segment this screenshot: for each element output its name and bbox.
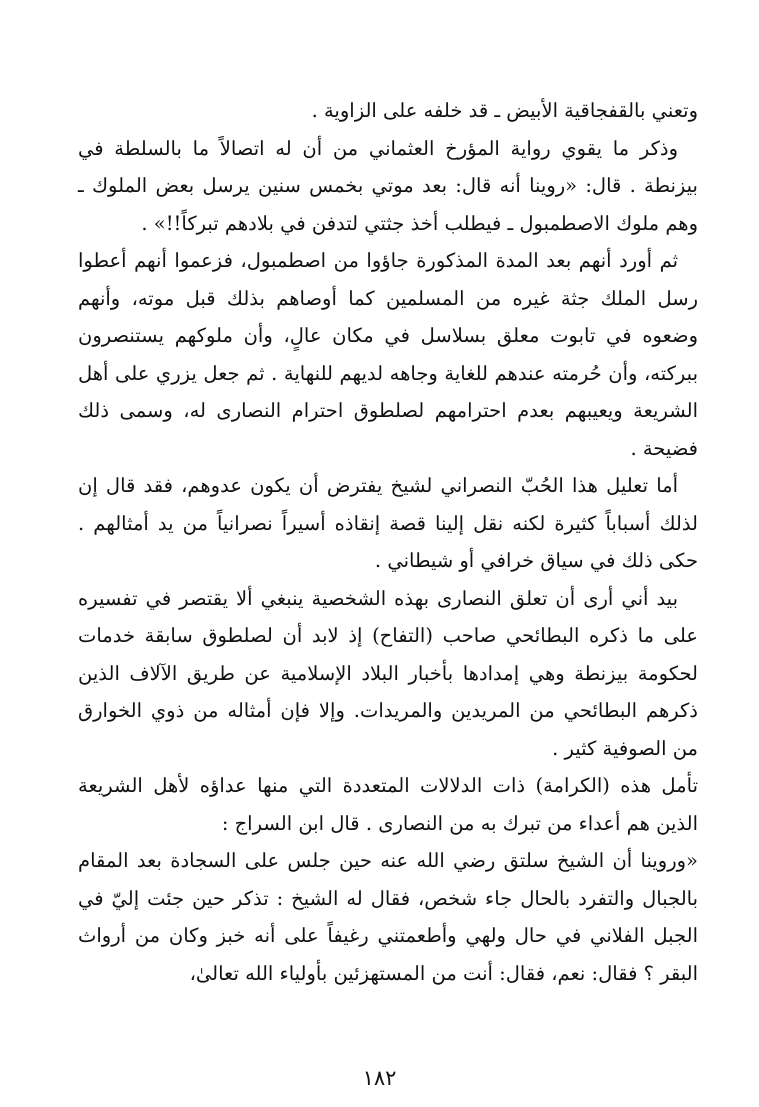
paragraph: بيد أني أرى أن تعلق النصارى بهذه الشخصية ينبغي ألا يقتصر في تفسيره على ما ذكره البطائحي صاحب (التفاح) إذ لابد أن لصلطوق سابقة خدمات لحكومة بيزنطة وهي إمدادها بأخبار البلاد الإسلامية عن طريق الآلاف الذين ذكرهم البطائحي من المريدين والمريدات. وإلا فإن أمثاله من ذوي الخوارق من الصوفية كثير . — [78, 586, 698, 760]
paragraph: ثم أورد أنهم بعد المدة المذكورة جاؤوا من اصطمبول، فزعموا أنهم أعطوا رسل الملك جثة غيره من المسلمين كما أوصاهم بذلك قبل موته، وأنهم وضعوه في تابوت معلق بسلاسل في مكان عالٍ، وأن ملوكهم يستنصرون ببركته، وأن حُرمته عندهم للغاية وجاهه لديهم للنهاية . ثم جعل يزري على أهل الشريعة ويعيبهم بعدم احترامهم لصلطوق احترام النصارى له، وسمى ذلك فضيحة . — [78, 249, 698, 460]
page-number: ١٨٢ — [362, 1066, 397, 1090]
paragraph: «وروينا أن الشيخ سلتق رضي الله عنه حين جلس على السجادة بعد المقام بالجبال والتفرد بالحال جاء شخص، فقال له الشيخ : تذكر حين جئت إليّ في الجبل الفلاني في حال ولهي وأطعمتني رغيفاً على أنه خبز وكان من أرواث البقر ؟ فقال: نعم، فقال: أنت من المستهزئين بأولياء الله تعالىٰ، — [78, 849, 698, 985]
paragraph: وتعني بالقفجاقية الأبيض ـ قد خلفه على الزاوية . — [311, 99, 698, 122]
page-body — [78, 92, 698, 992]
paragraph: أما تعليل هذا الحُبّ النصراني لشيخ يفترض أن يكون عدوهم، فقد قال إن لذلك أسباباً كثيرة لكنه نقل إلينا قصة إنقاذه أسيراً نصرانياً من يد أمثالهم . حكى ذلك في سياق خرافي أو شيطاني . — [78, 474, 698, 572]
paragraph: تأمل هذه (الكرامة) ذات الدلالات المتعددة التي منها عداؤه لأهل الشريعة الذين هم أعداء من تبرك به من النصارى . قال ابن السراج : — [78, 774, 698, 835]
paragraph: وذكر ما يقوي رواية المؤرخ العثماني من أن له اتصالاً ما بالسلطة في بيزنطة . قال: «روينا أنه قال: بعد موتي بخمس سنين يرسل بعض الملوك ـ وهم ملوك الاصطمبول ـ فيطلب أخذ جثتي لتدفن في بلادهم تبركاً!!» . — [78, 136, 698, 235]
